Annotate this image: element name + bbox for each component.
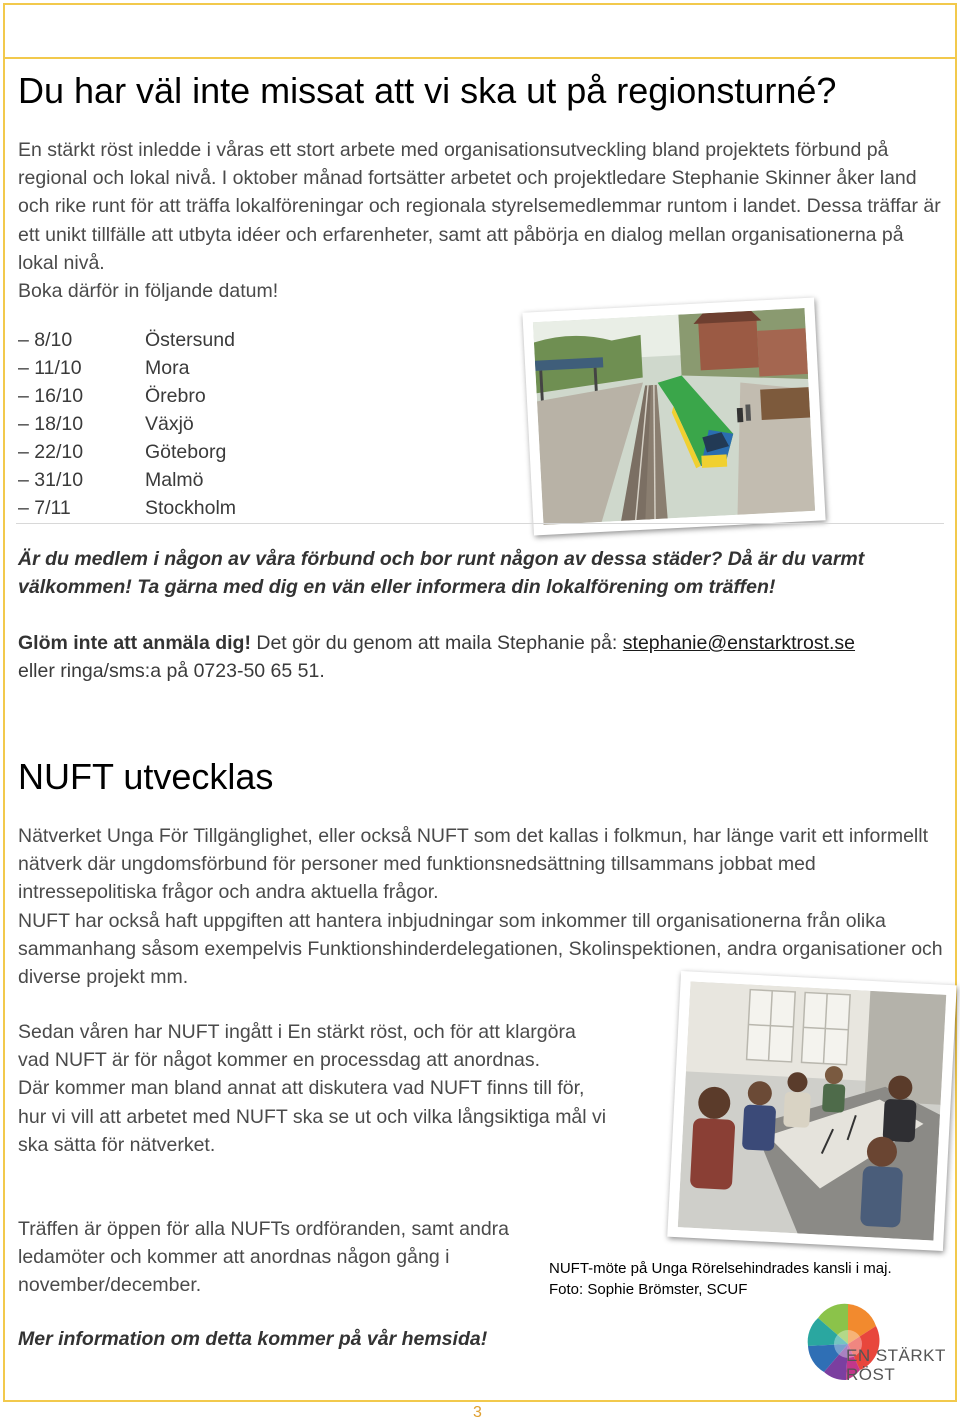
city: Östersund [145,329,235,351]
date-item [18,494,236,522]
meeting-image [678,981,947,1240]
section-heading-nuft: NUFT utvecklas [18,756,274,797]
more-info: Mer information om detta kommer på vår hemsida! [18,1328,488,1350]
city: Växjö [145,413,194,435]
date: – 11/10 [18,357,82,379]
train-station-image [533,308,815,525]
book-prompt: Boka därför in följande datum! [18,280,279,303]
nuft-paragraph-2: NUFT har också haft uppgiften att hantera inbjudningar som inkommer till organisationerna från olika sammanhang såsom exempelvis Funktionshinderdelegationen, Skolinspektionen, andra organisationer och diverse projekt mm. [18,909,943,989]
date: – 8/10 [18,329,73,351]
date-item [18,438,236,466]
city: Stockholm [145,497,237,519]
nuft-paragraph-5: Träffen är öppen för alla NUFTs ordföranden, samt andra ledamöter och kommer att anordnas någon gång i november/december. [18,1218,510,1297]
nuft-paragraph-3: Sedan våren har NUFT ingått i En stärkt röst, och för att klargöra vad NUFT är för något kommer en processdag att anordnas. [18,1021,576,1072]
nuft-intro [18,822,943,991]
meeting-photo [667,971,957,1251]
signup-bold: Glöm inte att anmäla dig! [18,632,251,654]
date: – 18/10 [18,413,84,435]
nuft-process [18,1018,608,1159]
email-link[interactable]: stephanie@enstarktrost.se [622,632,856,654]
city: Mora [145,357,190,379]
signup-text [18,629,948,685]
dates-list [18,326,236,522]
logo-text [846,1346,946,1384]
logo-line-2: RÖST [846,1365,896,1384]
date-item [18,354,236,382]
date-item [18,410,236,438]
page-number: 3 [473,1404,482,1421]
member-call: Är du medlem i någon av våra förbund och bor runt någon av dessa städer? Då är du varmt välkommen! Ta gärna med dig en vän eller informera din lokalförening om träffen! [18,548,865,599]
intro-text [18,136,943,305]
photo-caption [549,1258,892,1300]
section-heading-tour: Du har väl inte missat att vi ska ut på regionsturné? [18,70,837,111]
caption-line-2: Foto: Sophie Brömster, SCUF [549,1281,748,1298]
phone-text: eller ringa/sms:a på 0723-50 65 51. [18,660,325,683]
nuft-meeting [18,1215,578,1300]
date: – 7/11 [18,497,71,519]
date-item [18,466,236,494]
city: Malmö [145,469,204,491]
signup-instruction: Det gör du genom att maila Stephanie på: [250,632,623,654]
city: Göteborg [145,441,227,463]
nuft-paragraph-1: Nätverket Unga För Tillgänglighet, eller också NUFT som det kallas i folkmun, har länge varit ett informellt nätverk där ungdomsförbund för personer med funktionsnedsättning tillsammans jobbat med intressepolitiska frågor och andra aktuella frågor. [18,825,929,904]
date: – 16/10 [18,385,84,407]
caption-line-1: NUFT-möte på Unga Rörelsehindrades kansli i maj. [549,1260,892,1277]
intro-paragraph: En stärkt röst inledde i våras ett stort arbete med organisationsutveckling bland projektets förbund på regional och lokal nivå. I oktober månad fortsätter arbetet och projektledare Stephanie Skinner åker land och rike runt för att träffa lokalföreningar och regionala styrelsemedlemmar runtom i landet. Dessa träffar är ett unikt tillfälle att utbyta idéer och erfarenheter, samt att påbörja en dialog mellan organisationerna på lokal nivå. [18,139,941,274]
logo-line-1: EN STÄRKT [846,1346,946,1365]
nuft-paragraph-4: Där kommer man bland annat att diskutera vad NUFT finns till för, hur vi vill att arbetet med NUFT ska se ut och vilka långsiktiga mål vi ska sätta för nätverket. [18,1077,607,1156]
section-divider [16,523,944,524]
date-item [18,382,236,410]
date: – 31/10 [18,469,84,491]
date: – 22/10 [18,441,84,463]
date-item [18,326,236,354]
header-strip [3,3,957,59]
train-station-photo [522,298,825,536]
city: Örebro [145,385,206,407]
